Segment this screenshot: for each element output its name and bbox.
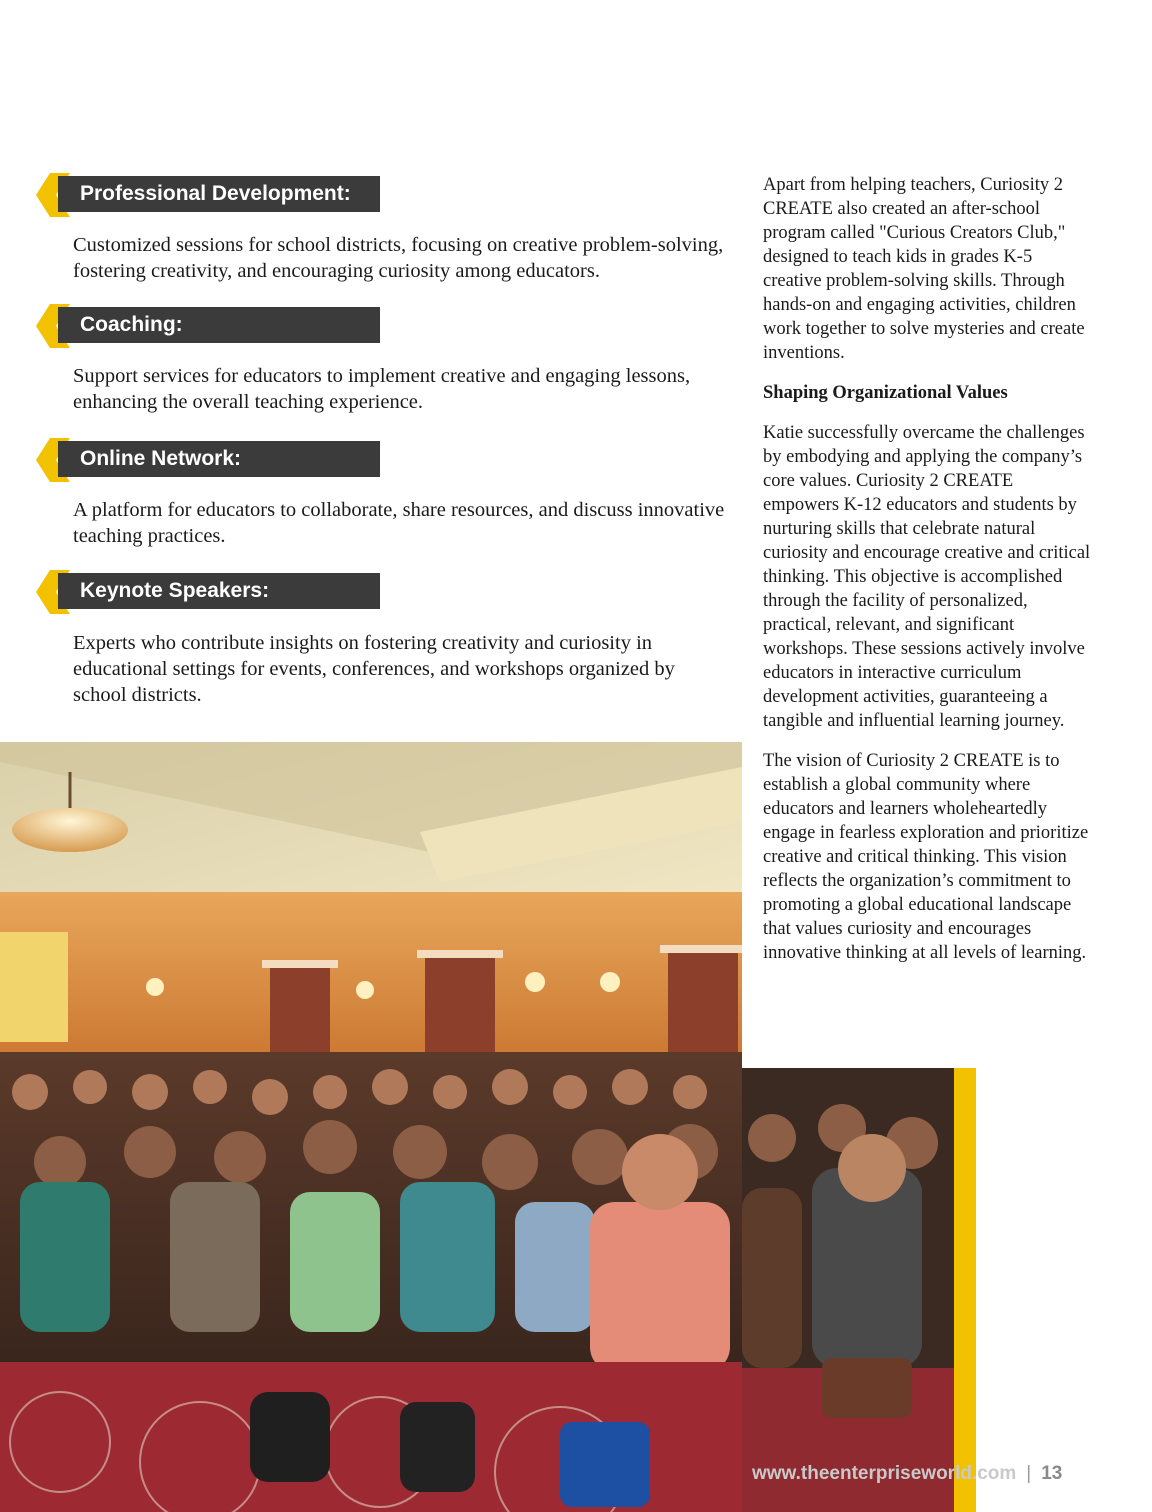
page-footer [752, 1460, 1062, 1488]
subheading-values: Shaping Organizational Values [763, 383, 1008, 403]
paragraph-after-school: Apart from helping teachers, Curiosity 2 CREATE also created an after-school program called "Curious Creators Club," designed to teach kids in grades K-5 creative problem-solving skills. Through hands-on and engaging activities, children work together to solve mysteries and create inventions. [763, 175, 1085, 363]
page-number: 13 [1041, 1463, 1063, 1484]
paragraph-vision: The vision of Curiosity 2 CREATE is to establish a global community where educators and learners wholeheartedly engage in fearless exploration and prioritize creative and critical thinking. This vision reflects the organization’s commitment to promoting a global educational landscape that values curiosity and encourages innovative thinking at all levels of learning. [763, 751, 1089, 963]
right-column [763, 173, 1093, 981]
section-title: Professional Development: [58, 176, 380, 212]
conference-photo [0, 742, 742, 1512]
section-text: A platform for educators to collaborate, share resources, and discuss innovative teaching practices. [73, 499, 725, 547]
section-title: Coaching: [58, 307, 380, 343]
section-title: Keynote Speakers: [58, 573, 380, 609]
website-url[interactable]: www.theenterpriseworld.com [752, 1463, 1017, 1484]
section-text: Support services for educators to implement creative and engaging lessons, enhancing the overall teaching experience. [73, 365, 691, 413]
paragraph-core-values: Katie successfully overcame the challenges by embodying and applying the company’s core values. Curiosity 2 CREATE empowers K-12 educators and students by nurturing skills that celebrate natural curiosity and encourage creative and critical thinking. This objective is accomplished through the facility of personalized, practical, relevant, and significant workshops. These sessions actively involve educators in interactive curriculum development activities, guaranteeing a tangible and influential learning journey. [763, 423, 1091, 731]
section-text: Experts who contribute insights on fostering creativity and curiosity in educational settings for events, conferences, and workshops organized by school districts. [73, 632, 675, 706]
section-title: Online Network: [58, 441, 380, 477]
footer-separator: | [1026, 1463, 1032, 1484]
conference-photo-extension [742, 1068, 954, 1512]
accent-strip [954, 1068, 976, 1512]
section-text: Customized sessions for school districts, focusing on creative problem-solving, fostering creativity, and encouraging curiosity among educators. [73, 234, 724, 282]
